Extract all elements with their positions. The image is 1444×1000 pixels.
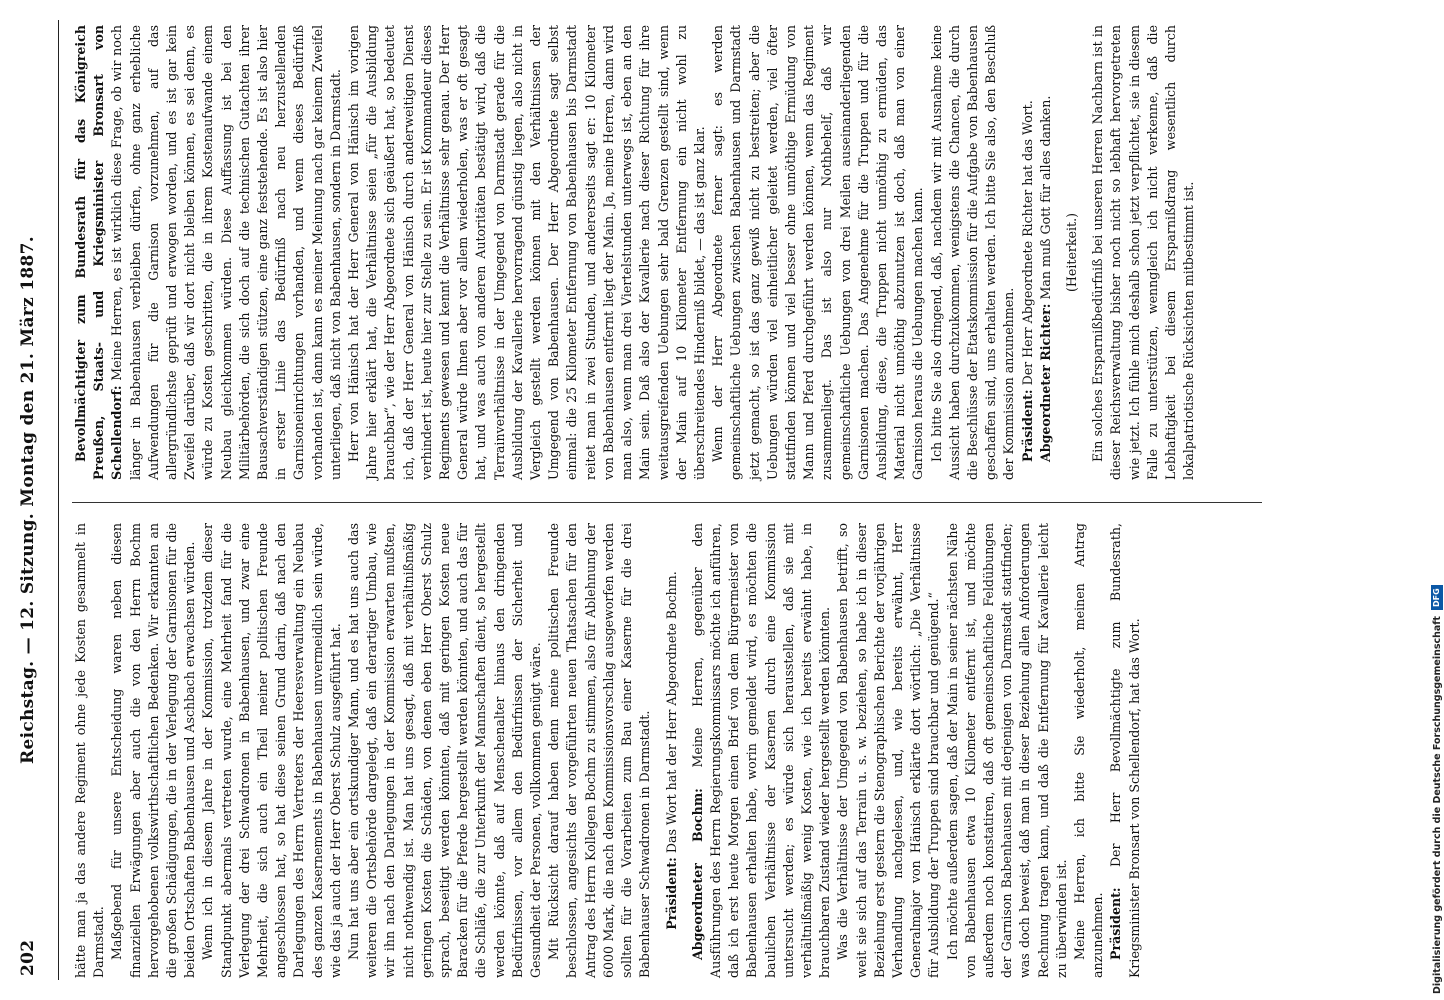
paragraph [72,25,345,480]
speaker-label: Bevollmächtigter zum Bundesrath für das Königreich Preußen, Staats- und Kriegsminister Bronsart von Schellendorf: [73,25,125,480]
speaker-label: Präsident: [1019,389,1035,462]
paragraph [663,523,681,978]
paragraph [928,25,1019,480]
paragraph [345,25,709,480]
paragraph-text: Was die Verhältnisse der Umgegend von Babenhausen betrifft, so weit sie sich auf das Terrain u. s. w. beziehen, so habe ich in dieser Beziehung erst gestern die Stenographischen Berichte der vorjährigen Verhandlung nachgelesen, und, wie bereits erwähnt, Herr Generalmajor von Hänisch erklärte dort wörtlich: „Die Verhältnisse für Ausbildung der Truppen sind brauchbar und genügend.“ [835,523,942,978]
paragraph [1063,25,1081,480]
column-divider [72,502,1262,503]
paragraph-text: Meine Herren, es ist wirklich diese Frage, ob wir noch länger in Babenhausen verbleiben dürfen, ohne ganz erhebliche Aufwendungen für die Garnison vorzunehmen, auf das allergründlichste geprüft und erwogen worden, und es ist gar kein Zweifel darüber, daß wir dort nicht bleiben können, es sei denn, es würde zu Kosten geschritten, die in ihrem Kostenaufwande einem Neubau gleichkommen würden. Diese Auffassung ist bei den Militärbehörden, die sich doch auf die technischen Gutachten ihrer Bausachverständigen stützen, eine ganz feststehende. Es ist also hier in erster Linie das Bedürfniß nach neu herzustellenden Garnisoneinrichtungen vorhanden, und wenn dieses Bedürfniß vorhanden ist, dann kann es meiner Meinung nach gar keinem Zweifel unterliegen, daß nicht von Babenhausen, sondern in Darmstadt. [109,25,343,480]
paragraph-text: Der Herr Abgeordnete Richter hat das Wort. [1019,100,1035,390]
paragraph [545,523,654,978]
paragraph [689,523,835,978]
paragraph [709,25,927,480]
paragraph [1071,523,1107,978]
paragraph-text: Herr von Hänisch hat der Herr General von Hänisch im vorigen Jahre hier erklärt hat, die Verhältnisse seien „für die Ausbildung brauchbar“, wie der Herr Abgeordnete sich geäußert hat, so bedeutet ich, daß der Herr General von Hänisch durch anderweitigen Dienst verhindert ist, heute hier zur Stelle zu sein. Er ist Kommandeur dieses Regiments gewesen und kennt die Verhältnisse sehr genau. Der Herr General würde Ihnen aber vor allem wiederholen, was er oft gesagt hat, und was auch von anderen Autoritäten bestätigt wird, daß die Terrainverhältnisse in der Umgegend von Darmstadt gerade für die Ausbildung der Kavallerie hervorragend günstig liegen, also nicht in Vergleich gestellt werden können mit den Verhältnissen der Umgegend von Babenhausen. Der Herr Abgeordnete sagt selbst einmal: die 25 Kilometer Entfernung von Babenhausen bis Darmstadt reitet man in zwei Stunden, und andererseits sagt er: 10 Kilometer von Babenhausen entfernt liegt der Main. Ja, meine Herren, dann wird man also, wenn man drei Viertelstunden unterwegs ist, eben an den Main sein. Daß also der Kavallerie nach dieser Richtung für ihre weitausgreifenden Uebungen sehr bald Grenzen gestellt sind, wenn der Main auf 10 Kilometer Entfernung ein nicht wohl zu überschreitendes Hinderniß bildet, — das ist ganz klar. [346,25,707,480]
speaker-label: Abgeordneter Richter: [1037,303,1053,462]
digitisation-credit [1416,0,1443,1000]
paragraph-text: Ein solches Ersparnißbedürfniß bei unseren Herren Nachbarn ist in dieser Reichsverwaltung bisher noch nicht so lebhaft hervorgetreten wie jetzt. Ich fühle mich deshalb schon jetzt verpflichtet, sie in diesem Falle zu unterstützen, wenngleich ich nicht verkenne, daß die Lebhaftigkeit bei diesem Ersparnißdrang wesentlich durch lokalpatriotische Rücksichten mitbestimmt ist. [1090,25,1197,480]
speaker-label: Präsident: [1108,887,1124,960]
paragraph [108,523,199,978]
paragraph [1089,25,1198,480]
running-head [0,0,70,1000]
paragraph [1107,523,1143,978]
paragraph-text: Nun hat uns aber ein ortskundiger Mann, und es hat uns auch das weiteren die Ortsbehörde dargelegt, daß ein derartiger Umbau, wie wir ihn nach den Darlegungen in der Kommission erwarten mußten, nicht nothwendig ist. Man hat uns gesagt, daß mit verhältnißmäßig geringen Kosten die Schäden, von denen eben Herr Oberst Schulz sprach, beseitigt werden könnten, daß mit geringen Kosten neue Baracken für die Pferde hergestellt werden könnten, und auch das für die Schläfe, die zur Unterkunft der Mannschaften dient, so hergestellt werden könnte, daß auf Menschenalter hinaus den dringenden Bedürfnissen, vor allem den Bedürfnissen der Sicherheit und Gesundheit der Personen, vollkommen genügt wäre. [346,523,544,978]
page-number: 202 [18,939,38,976]
paragraph [944,523,1071,978]
paragraph-text: Ich möchte außerdem sagen, daß der Main in seiner nächsten Nähe von Babenhausen etwa 10 Kilometer entfernt ist, und möchte außerdem noch konstatiren, daß oft gemeinschaftliche Feldübungen der Garnison Babenhausen mit derjenigen von Darmstadt stattfinden; was doch beweist, daß man in dieser Beziehung allen Anforderungen Rechnung tragen kann, und daß die Entfernung für Kavallerie leicht zu überwinden ist. [944,523,1069,978]
paragraph-text: Maßgebend für unsere Entscheidung waren neben diesen finanziellen Erwägungen aber auch die von den Herrn Bochm hervorgehobenen volkswirthschaftlichen Bedenken. Wir erkannten an die großen Schädigungen, die in der Verlegung der Garnisonen für die beiden Ortschaften Babenhausen und Aschbach erwachsen würden. [109,523,198,978]
speaker-label: Abgeordneter Bochm: [689,788,705,960]
running-head-title: Reichstag. — 12. Sitzung. Montag den 21. März 1887. [18,236,38,764]
paragraph-text: Der Herr Bevollmächtigte zum Bundesrath, Kriegsminister Bronsart von Schellendorf, hat das Wort. [1108,523,1142,978]
dfg-logo: DFG [1431,585,1443,610]
header-rule [58,20,59,980]
paragraph-text: Wenn der Herr Abgeordnete ferner sagt: es werden gemeinschaftliche Uebungen zwischen Babenhausen und Darmstadt jetzt gemacht, so ist das ganz gewiß nicht zu bestreiten; aber die Uebungen würden viel einheitlicher geleitet werden, viel öfter stattfinden können und viel besser ohne unnöthige Ermüdung von Mann und Pferd durchgeführt werden können, wenn das Regiment zusammenliegt. Das ist also nur Nothbehelf, daß wir gemeinschaftliche Uebungen von drei Meilen auseinanderliegenden Garnisonen machen. Das Angenehme für die Truppen und für die Ausbildung, diese, die Truppen nicht unnöthig zu ermüden, das Material nicht unnöthig abzunutzen ist doch, daß man von einer Garnison heraus die Uebungen machen kann. [710,25,926,480]
paragraph [834,523,943,978]
paragraph-text: Das Wort hat der Herr Abgeordnete Bochm. [663,571,679,858]
paragraph-text: Man muß Gott für alles danken. [1037,95,1053,304]
paragraph-text: Ich bitte Sie also dringend, daß, nachdem wir mit Ausnahme keine Aussicht haben durchzukommen, wenigstens die Chancen, die durch die Beschlüsse der Etatskommission für die Aufgabe von Babenhausen geschaffen sind, uns erhalten werden. Ich bitte Sie also, den Beschluß der Kommission anzunehmen. [928,25,1017,480]
paragraph-text: Mit Rücksicht darauf haben denn meine politischen Freunde beschlossen, angesichts der vorgeführten neuen Thatsachen für den Antrag des Herrn Kollegen Bochm zu stimmen, also für Ablehnung der 6000 Mark, die nach dem Kommissionsvorschlag ausgeworfen werden sollten für die Vorarbeiten zum Bau einer Kaserne für die drei Babenhauser Schwadronen in Darmstadt. [546,523,653,978]
paragraph-text: Meine Herren, ich bitte Sie wiederholt, meinen Antrag anzunehmen. [1071,523,1106,978]
paragraph-text: hätte man ja das andere Regiment ohne jede Kosten gesammelt in Darmstadt. [73,523,107,978]
paragraph-text: (Heiterkeit.) [1063,213,1079,292]
credit-text: Digitalisierung gefördert durch die Deutsche Forschungsgemeinschaft [1431,616,1443,994]
paragraph [345,523,545,978]
paragraph [1037,25,1055,480]
paragraph-text: Wenn ich in diesem Jahre in der Kommission, trotzdem dieser Standpunkt abermals vertreten wurde, eine Mehrheit fand für die Verlegung der drei Schwadronen in Babenhausen, und zwar eine Mehrheit, die sich auch ein Theil meiner politischen Freunde angeschlossen hat, so hat diese seinen Grund darin, daß nach den Darlegungen des Herrn Vertreters der Heeresverwaltung ein Neubau des ganzen Kasernements in Babenhausen unvermeidlich sein würde, wie das ja auch der Herr Oberst Schulz ausgeführt hat. [200,523,343,978]
paragraph-text: Meine Herren, gegenüber den Ausführungen des Herrn Regierungskommissars möchte ich anführen, daß ich erst heute Morgen einen Brief von dem Bürgermeister von Babenhausen erhalten habe, worin gemeldet wird, es möchten die baulichen Verhältnisse der Kasernen durch eine Kommission untersucht werden; es würde sich herausstellen, daß sie mit verhältnißmäßig wenig Kosten, wie ich bereits erwähnt habe, in brauchbaren Zustand wieder hergestellt werden könnten. [689,523,833,978]
speaker-label: Präsident: [663,857,679,930]
paragraph [72,523,108,978]
paragraph [199,523,345,978]
left-column [72,523,1262,978]
paragraph [1019,25,1037,480]
right-column [72,25,1262,480]
